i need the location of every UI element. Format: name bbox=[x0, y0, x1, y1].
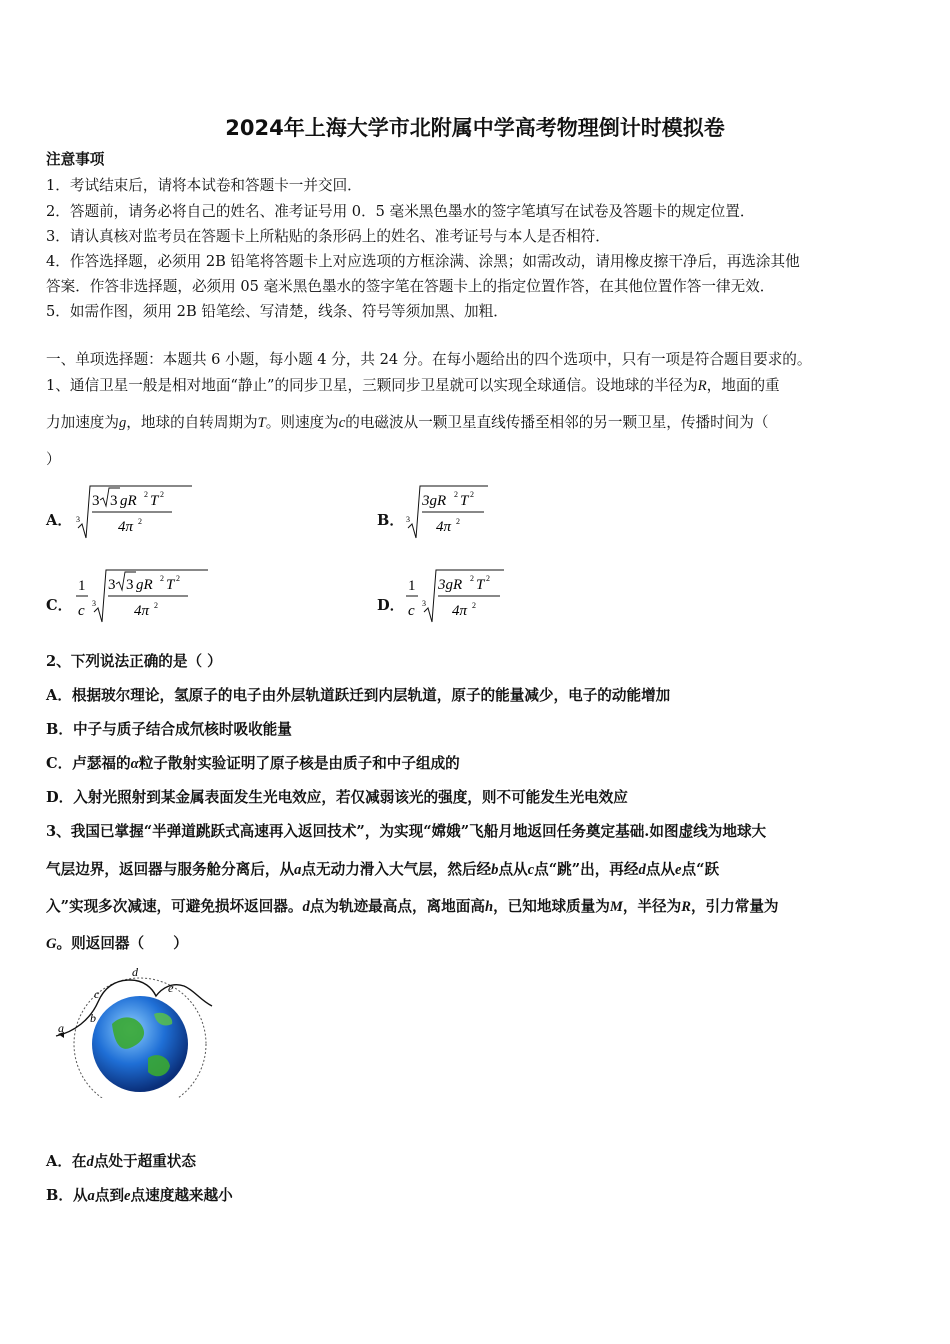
svg-text:T: T bbox=[150, 493, 159, 509]
svg-text:3: 3 bbox=[422, 599, 426, 608]
q1-option-b-label: B． bbox=[377, 512, 404, 529]
svg-text:2: 2 bbox=[176, 574, 180, 583]
q1-option-c-label: C． bbox=[46, 597, 73, 614]
svg-text:3: 3 bbox=[76, 515, 80, 524]
q2-option-b: B．中子与质子结合成氘核时吸收能量 bbox=[46, 721, 292, 738]
svg-text:3: 3 bbox=[406, 515, 410, 524]
svg-text:2: 2 bbox=[454, 490, 458, 499]
q1-option-d-label: D． bbox=[377, 597, 405, 614]
svg-text:3: 3 bbox=[110, 493, 118, 509]
svg-text:4π: 4π bbox=[134, 603, 150, 619]
svg-text:3: 3 bbox=[92, 599, 96, 608]
q3-option-b: B．从a点到e点速度越来越小 bbox=[46, 1187, 233, 1204]
svg-text:3gR: 3gR bbox=[422, 493, 447, 509]
svg-text:2: 2 bbox=[160, 574, 164, 583]
svg-text:T: T bbox=[460, 493, 469, 509]
svg-text:T: T bbox=[166, 577, 175, 593]
svg-text:3: 3 bbox=[126, 577, 134, 593]
notice-item: 3．请认真核对监考员在答题卡上所粘贴的条形码上的姓名、准考证号与本人是否相符． bbox=[46, 228, 610, 245]
svg-text:3: 3 bbox=[108, 577, 116, 593]
page-title: 2024年上海大学市北附属中学高考物理倒计时模拟卷 bbox=[225, 116, 725, 140]
svg-text:2: 2 bbox=[470, 490, 474, 499]
svg-text:4π: 4π bbox=[436, 519, 452, 535]
svg-text:4π: 4π bbox=[452, 603, 468, 619]
svg-text:2: 2 bbox=[456, 517, 460, 526]
svg-text:e: e bbox=[168, 981, 174, 995]
q1-stem-line3: ） bbox=[46, 451, 61, 468]
q1-option-a-label: A． bbox=[46, 512, 72, 529]
svg-text:4π: 4π bbox=[118, 519, 134, 535]
svg-text:1: 1 bbox=[408, 578, 416, 594]
svg-text:3gR: 3gR bbox=[438, 577, 463, 593]
q2-option-c: C．卢瑟福的α粒子散射实验证明了原子核是由质子和中子组成的 bbox=[46, 755, 460, 772]
svg-text:c: c bbox=[408, 603, 415, 619]
q1-option-a-formula bbox=[74, 484, 194, 546]
notice-item: 2．答题前，请务必将自己的姓名、准考证号用 0．5 毫米黑色墨水的签字笔填写在试卷及答题卡的规定位置． bbox=[46, 203, 755, 220]
svg-text:2: 2 bbox=[470, 574, 474, 583]
svg-text:2: 2 bbox=[138, 517, 142, 526]
q1-option-b-formula bbox=[404, 484, 494, 546]
q1-stem-line2: 力加速度为g，地球的自转周期为T。则速度为c的电磁波从一颗卫星直线传播至相邻的另一颗卫星，传播时间为（ bbox=[46, 414, 769, 431]
q1-stem-line1: 1、通信卫星一般是相对地面“静止”的同步卫星，三颗同步卫星就可以实现全球通信。设地球的半径为R，地面的重 bbox=[46, 377, 780, 394]
notice-heading: 注意事项 bbox=[46, 151, 105, 168]
notice-item: 4．作答选择题，必须用 2B 铅笔将答题卡上对应选项的方框涂满、涂黑；如需改动，请用橡皮擦干净后，再选涂其他 bbox=[46, 253, 800, 270]
q1-option-c-formula bbox=[74, 568, 214, 630]
q3-stem-line2: 气层边界，返回器与服务舱分离后，从a点无动力滑入大气层，然后经b点从c点“跳”出，再经d点从e点“跃 bbox=[46, 861, 720, 878]
svg-text:c: c bbox=[78, 603, 85, 619]
notice-item: 答案．作答非选择题，必须用 05 毫米黑色墨水的签字笔在答题卡上的指定位置作答，在其他位置作答一律无效． bbox=[46, 278, 775, 295]
q3-stem-line4: G。则返回器（ ） bbox=[46, 935, 188, 952]
svg-text:2: 2 bbox=[472, 601, 476, 610]
svg-text:b: b bbox=[90, 1011, 96, 1025]
notice-item: 1．考试结束后，请将本试卷和答题卡一并交回． bbox=[46, 177, 362, 194]
svg-text:2: 2 bbox=[160, 490, 164, 499]
svg-text:a: a bbox=[58, 1021, 64, 1035]
svg-text:1: 1 bbox=[78, 578, 86, 594]
svg-text:T: T bbox=[476, 577, 485, 593]
q2-option-d: D．入射光照射到某金属表面发生光电效应，若仅减弱该光的强度，则不可能发生光电效应 bbox=[46, 789, 628, 806]
earth-trajectory-figure bbox=[44, 962, 216, 1098]
svg-text:2: 2 bbox=[144, 490, 148, 499]
q1-option-d-formula bbox=[404, 568, 514, 630]
svg-text:2: 2 bbox=[154, 601, 158, 610]
q2-option-a: A．根据玻尔理论，氢原子的电子由外层轨道跃迁到内层轨道，原子的能量减少，电子的动能增加 bbox=[46, 687, 671, 704]
svg-text:gR: gR bbox=[136, 577, 153, 593]
q3-stem-line1: 3、我国已掌握“半弹道跳跃式高速再入返回技术”，为实现“嫦娥”飞船月地返回任务奠定基础.如图虚线为地球大 bbox=[46, 823, 767, 840]
section-heading: 一、单项选择题：本题共 6 小题，每小题 4 分，共 24 分。在每小题给出的四个选项中，只有一项是符合题目要求的。 bbox=[46, 351, 812, 368]
notice-item: 5．如需作图，须用 2B 铅笔绘、写清楚，线条、符号等须加黑、加粗． bbox=[46, 303, 508, 320]
q3-option-a: A．在d点处于超重状态 bbox=[46, 1153, 196, 1170]
svg-text:gR: gR bbox=[120, 493, 137, 509]
q3-stem-line3: 入”实现多次减速，可避免损坏返回器。d点为轨迹最高点，离地面高h，已知地球质量为M，半径为R，引力常量为 bbox=[46, 898, 779, 915]
svg-text:2: 2 bbox=[486, 574, 490, 583]
q2-stem: 2、下列说法正确的是（ ） bbox=[46, 653, 222, 670]
svg-text:3: 3 bbox=[92, 493, 100, 509]
svg-text:d: d bbox=[132, 965, 138, 979]
earth-icon bbox=[92, 996, 188, 1092]
svg-text:c: c bbox=[94, 987, 100, 1001]
